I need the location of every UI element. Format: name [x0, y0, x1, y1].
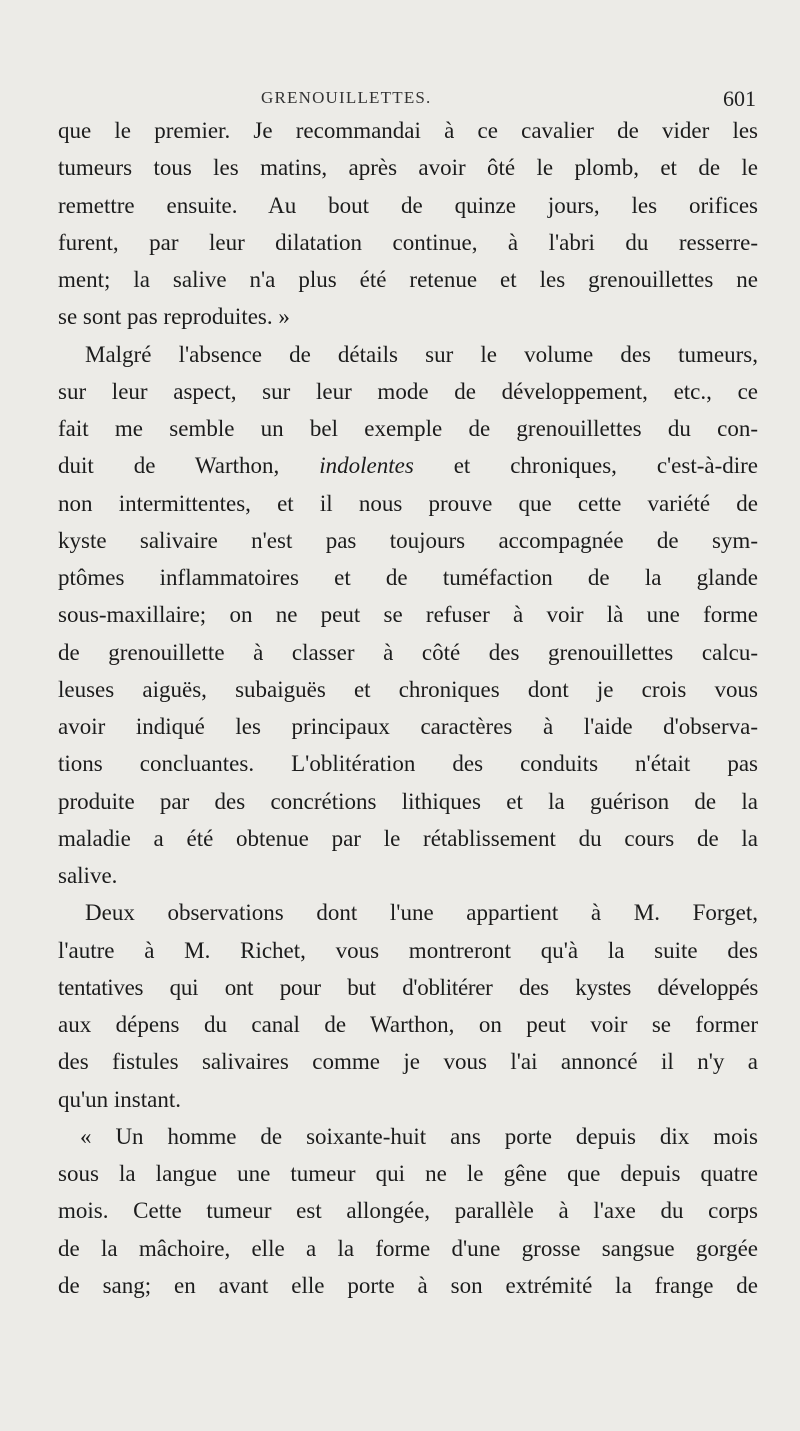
italic-word: indolentes — [319, 453, 414, 479]
text-line: aux dépens du canal de Warthon, on peut voir se former — [58, 1012, 758, 1037]
text-line: des fistules salivaires comme je vous l'ai annoncé il n'y a — [58, 1049, 758, 1075]
text-line: avoir indiqué les principaux caractères à l'aide d'observa- — [58, 714, 758, 739]
text-line: kyste salivaire n'est pas toujours accompagnée de sym- — [58, 527, 758, 553]
text-line: leuses aiguës, subaiguës et chroniques dont je crois vous — [58, 676, 758, 702]
text-run: et chroniques, c'est-à-dire — [413, 453, 759, 479]
text-line — [58, 447, 758, 484]
text-line: produite par des concrétions lithiques et la guérison de la — [58, 788, 758, 814]
text-line: de la mâchoire, elle a la forme d'une grosse sangsue gorgée — [58, 1235, 758, 1261]
text-line: sous la langue une tumeur qui ne le gêne que depuis quatre — [58, 1161, 758, 1186]
text-line: « Un homme de soixante-huit ans porte depuis dix mois — [80, 1123, 758, 1149]
text-line: ptômes inflammatoires et de tuméfaction de la glande — [58, 565, 758, 590]
text-line: de sang; en avant elle porte à son extrémité la frange de — [58, 1272, 758, 1298]
text-line: que le premier. Je recommandai à ce cavalier de vider les — [58, 118, 758, 143]
text-line: fait me semble un bel exemple de grenouillettes du con- — [58, 416, 758, 441]
text-line: sur leur aspect, sur leur mode de développement, etc., ce — [58, 378, 758, 404]
text-line: remettre ensuite. Au bout de quinze jours, les orifices — [58, 192, 758, 218]
text-line: ment; la salive n'a plus été retenue et les grenouillettes ne — [58, 267, 758, 292]
text-line: salive. — [58, 863, 118, 888]
running-head — [58, 86, 756, 114]
text-run: duit de Warthon, — [58, 453, 320, 479]
text-line: Malgré l'absence de détails sur le volume des tumeurs, — [85, 341, 758, 367]
text-line: mois. Cette tumeur est allongée, parallèle à l'axe du corps — [58, 1198, 758, 1224]
text-line: sous-maxillaire; on ne peut se refuser à voir là une forme — [58, 602, 758, 628]
text-line: tumeurs tous les matins, après avoir ôté le plomb, et de le — [58, 155, 758, 181]
text-line: maladie a été obtenue par le rétablissement du cours de la — [58, 825, 758, 851]
text-line: furent, par leur dilatation continue, à l'abri du resserre- — [58, 229, 758, 255]
running-title: GRENOUILLETTES. — [261, 88, 432, 107]
page-number: 601 — [723, 86, 756, 111]
text-line: tions concluantes. L'oblitération des conduits n'était pas — [58, 751, 758, 777]
text-line: non intermittentes, et il nous prouve que cette variété de — [58, 490, 758, 516]
text-line: qu'un instant. — [58, 1086, 181, 1112]
body-text — [58, 112, 758, 1304]
text-line: se sont pas reproduites. » — [58, 304, 290, 330]
text-line: de grenouillette à classer à côté des grenouillettes calcu- — [58, 639, 758, 665]
text-line: Deux observations dont l'une appartient à M. Forget, — [85, 900, 758, 926]
text-line: tentatives qui ont pour but d'oblitérer des kystes développés — [58, 974, 758, 1000]
text-line: l'autre à M. Richet, vous montreront qu'à la suite des — [58, 937, 758, 963]
